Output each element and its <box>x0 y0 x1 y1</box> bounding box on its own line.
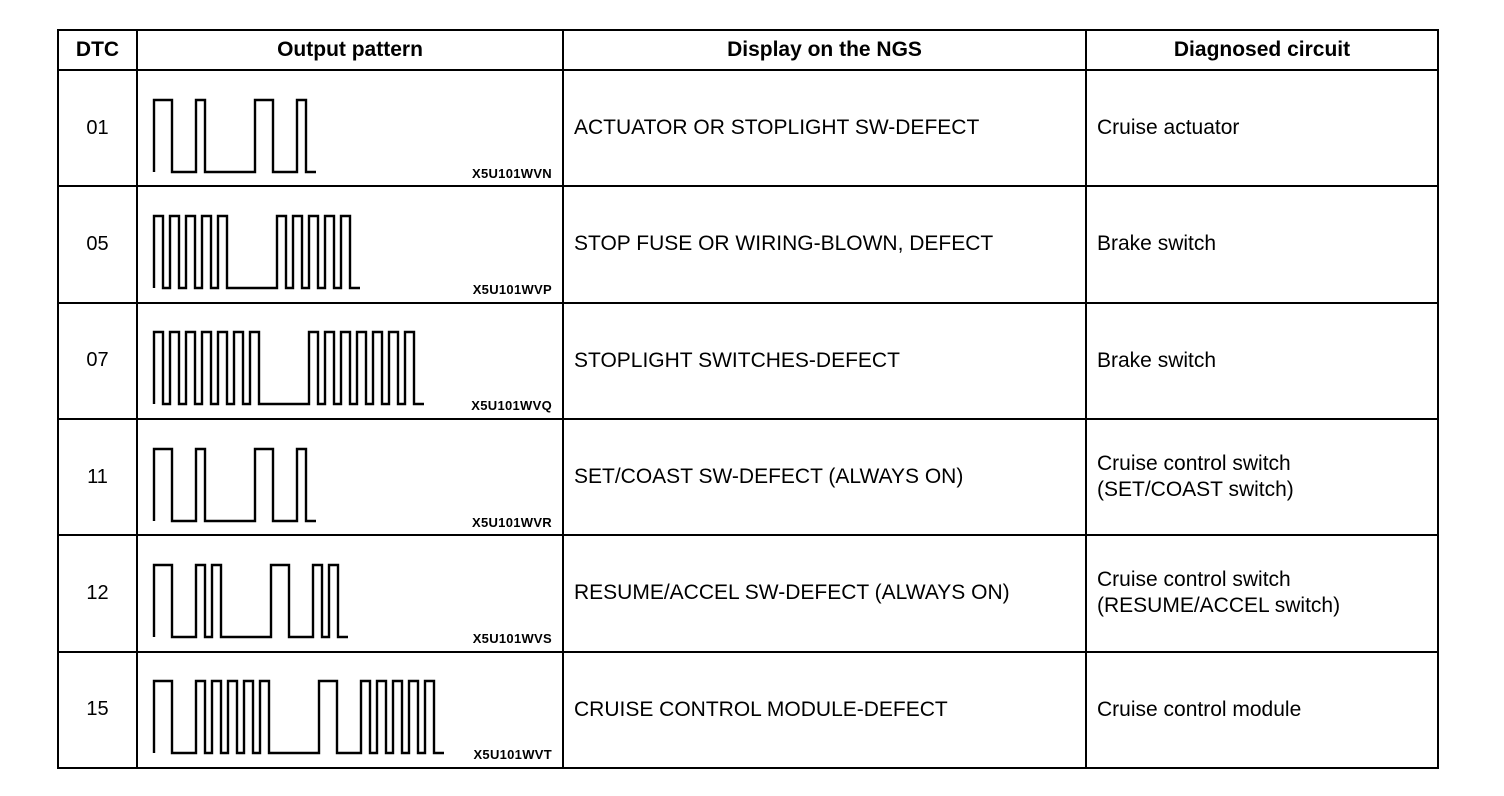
pattern-code-label: X5U101WVP <box>472 281 552 297</box>
output-pattern-cell <box>137 186 563 302</box>
dtc-code: 11 <box>58 419 137 535</box>
output-pattern-cell <box>137 70 563 186</box>
waveform-line <box>154 100 316 172</box>
ngs-display-text: CRUISE CONTROL MODULE-DEFECT <box>563 652 1086 768</box>
circuit-line-1: Cruise control switch <box>1097 568 1291 592</box>
ngs-display-text: SET/COAST SW-DEFECT (ALWAYS ON) <box>563 419 1086 535</box>
header-output-pattern: Output pattern <box>137 30 563 70</box>
waveform-line <box>154 449 316 521</box>
circuit-line-1: Cruise actuator <box>1097 116 1240 140</box>
table-row <box>58 652 1438 768</box>
diagnosed-circuit <box>1086 186 1438 302</box>
diagnosed-circuit <box>1086 652 1438 768</box>
circuit-line-2: (RESUME/ACCEL switch) <box>1097 594 1341 618</box>
dtc-code: 01 <box>58 70 137 186</box>
diagnosed-circuit <box>1086 70 1438 186</box>
table-row <box>58 70 1438 186</box>
ngs-display-text: STOPLIGHT SWITCHES-DEFECT <box>563 303 1086 419</box>
dtc-code: 07 <box>58 303 137 419</box>
circuit-line-1: Brake switch <box>1097 232 1217 256</box>
pattern-code-label: X5U101WVN <box>471 165 552 181</box>
circuit-line-1: Cruise control module <box>1097 697 1302 721</box>
pattern-code-label: X5U101WVT <box>473 747 552 763</box>
pattern-code-label: X5U101WVS <box>472 630 552 646</box>
table-row <box>58 535 1438 651</box>
ngs-display-text: RESUME/ACCEL SW-DEFECT (ALWAYS ON) <box>563 535 1086 651</box>
pattern-code-label: X5U101WVR <box>471 514 552 530</box>
diagnosed-circuit <box>1086 419 1438 535</box>
output-pattern-cell <box>137 303 563 419</box>
header-circuit: Diagnosed circuit <box>1086 30 1438 70</box>
output-pattern-cell <box>137 535 563 651</box>
output-pattern-cell <box>137 419 563 535</box>
ngs-display-text: STOP FUSE OR WIRING-BLOWN, DEFECT <box>563 186 1086 302</box>
table-row <box>58 419 1438 535</box>
table-row <box>58 186 1438 302</box>
header-dtc: DTC <box>58 30 137 70</box>
pattern-code-label: X5U101WVQ <box>471 398 552 414</box>
ngs-display-text: ACTUATOR OR STOPLIGHT SW-DEFECT <box>563 70 1086 186</box>
waveform-line <box>154 681 444 753</box>
diagnosed-circuit <box>1086 303 1438 419</box>
dtc-code: 05 <box>58 186 137 302</box>
diagnosed-circuit <box>1086 535 1438 651</box>
dtc-code: 15 <box>58 652 137 768</box>
circuit-line-1: Cruise control switch <box>1097 452 1291 476</box>
table-row <box>58 303 1438 419</box>
output-pattern-cell <box>137 652 563 768</box>
circuit-line-2: (SET/COAST switch) <box>1097 478 1294 502</box>
dtc-table <box>57 29 1439 769</box>
circuit-line-1: Brake switch <box>1097 348 1217 372</box>
waveform-line <box>154 565 348 637</box>
waveform-line <box>154 332 424 404</box>
header-display: Display on the NGS <box>563 30 1086 70</box>
header-row <box>58 30 1438 70</box>
dtc-code: 12 <box>58 535 137 651</box>
waveform-line <box>154 216 360 288</box>
